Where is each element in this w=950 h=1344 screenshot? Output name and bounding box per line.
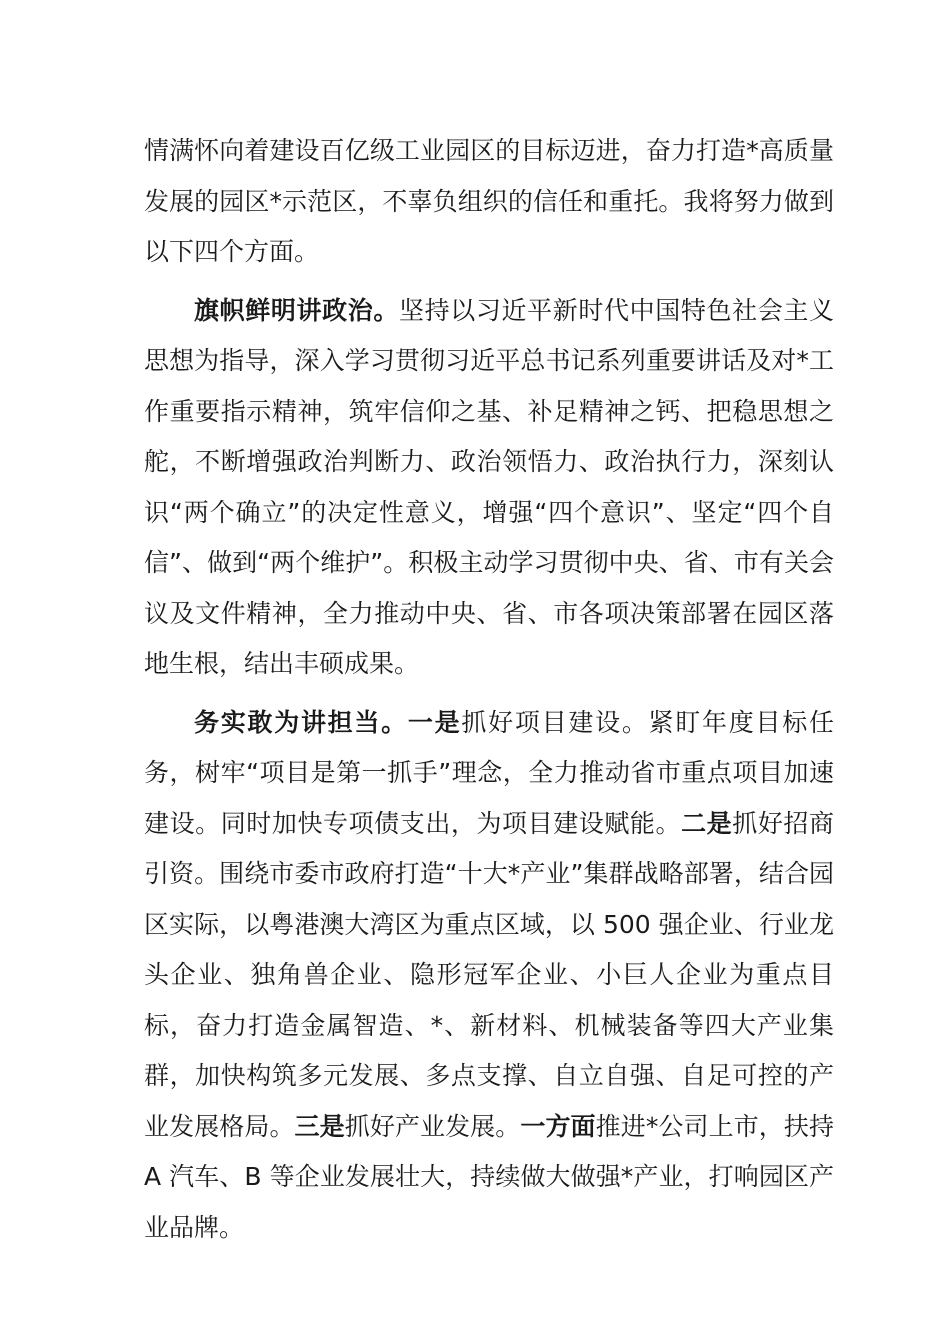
paragraph-politics [144,286,834,690]
paragraph-responsibility [144,698,834,1254]
item-marker-third: 三是 [294,1111,345,1141]
paragraph-text: 推进*公司上市，扶持 A 汽车、B 等企业发展壮大，持续做大做强*产业，打响园区产业品牌。 [144,1111,834,1242]
section-heading: 务实敢为讲担当。 [194,707,408,737]
paragraph-text: 情满怀向着建设百亿级工业园区的目标迈进，奋力打造*高质量发展的园区*示范区，不辜负组织的信任和重托。我将努力做到以下四个方面。 [144,136,834,266]
paragraph-text: 抓好产业发展。 [344,1111,521,1141]
paragraph-text: 抓好项目建设。紧盯年度目标任务，树牢“项目是第一抓手”理念，全力推动省市重点项目加速建设。同时加快专项债支出，为项目建设赋能。 [144,707,834,838]
paragraph-text: 坚持以习近平新时代中国特色社会主义思想为指导，深入学习贯彻习近平总书记系列重要讲话及对*工作重要指示精神，筑牢信仰之基、补足精神之钙、把稳思想之舵，不断增强政治判断力、政治领悟力、政治执行力，深刻认识“两个确立”的决定性意义，增强“四个意识”、坚定“四个自信”、做到“两个维护”。积极主动学习贯彻中央、省、市有关会议及文件精神，全力推动中央、省、市各项决策部署在园区落地生根，结出丰硕成果。 [144,295,834,678]
section-heading: 旗帜鲜明讲政治。 [194,295,399,325]
item-marker-second: 二是 [681,808,733,838]
item-marker-first: 一是 [407,707,462,737]
document-body [144,126,834,1253]
paragraph-intro [144,126,834,278]
item-marker-aspect: 一方面 [520,1111,596,1141]
paragraph-text: 抓好招商引资。围绕市委市政府打造“十大*产业”集群战略部署，结合园区实际，以粤港澳大湾区为重点区域，以 500 强企业、行业龙头企业、独角兽企业、隐形冠军企业、小巨人企业为重点目标，奋力打造金属智造、*、新材料、机械装备等四大产业集群，加快构筑多元发展、多点支撑、自立自强、自足可控的产业发展格局。 [144,808,834,1141]
